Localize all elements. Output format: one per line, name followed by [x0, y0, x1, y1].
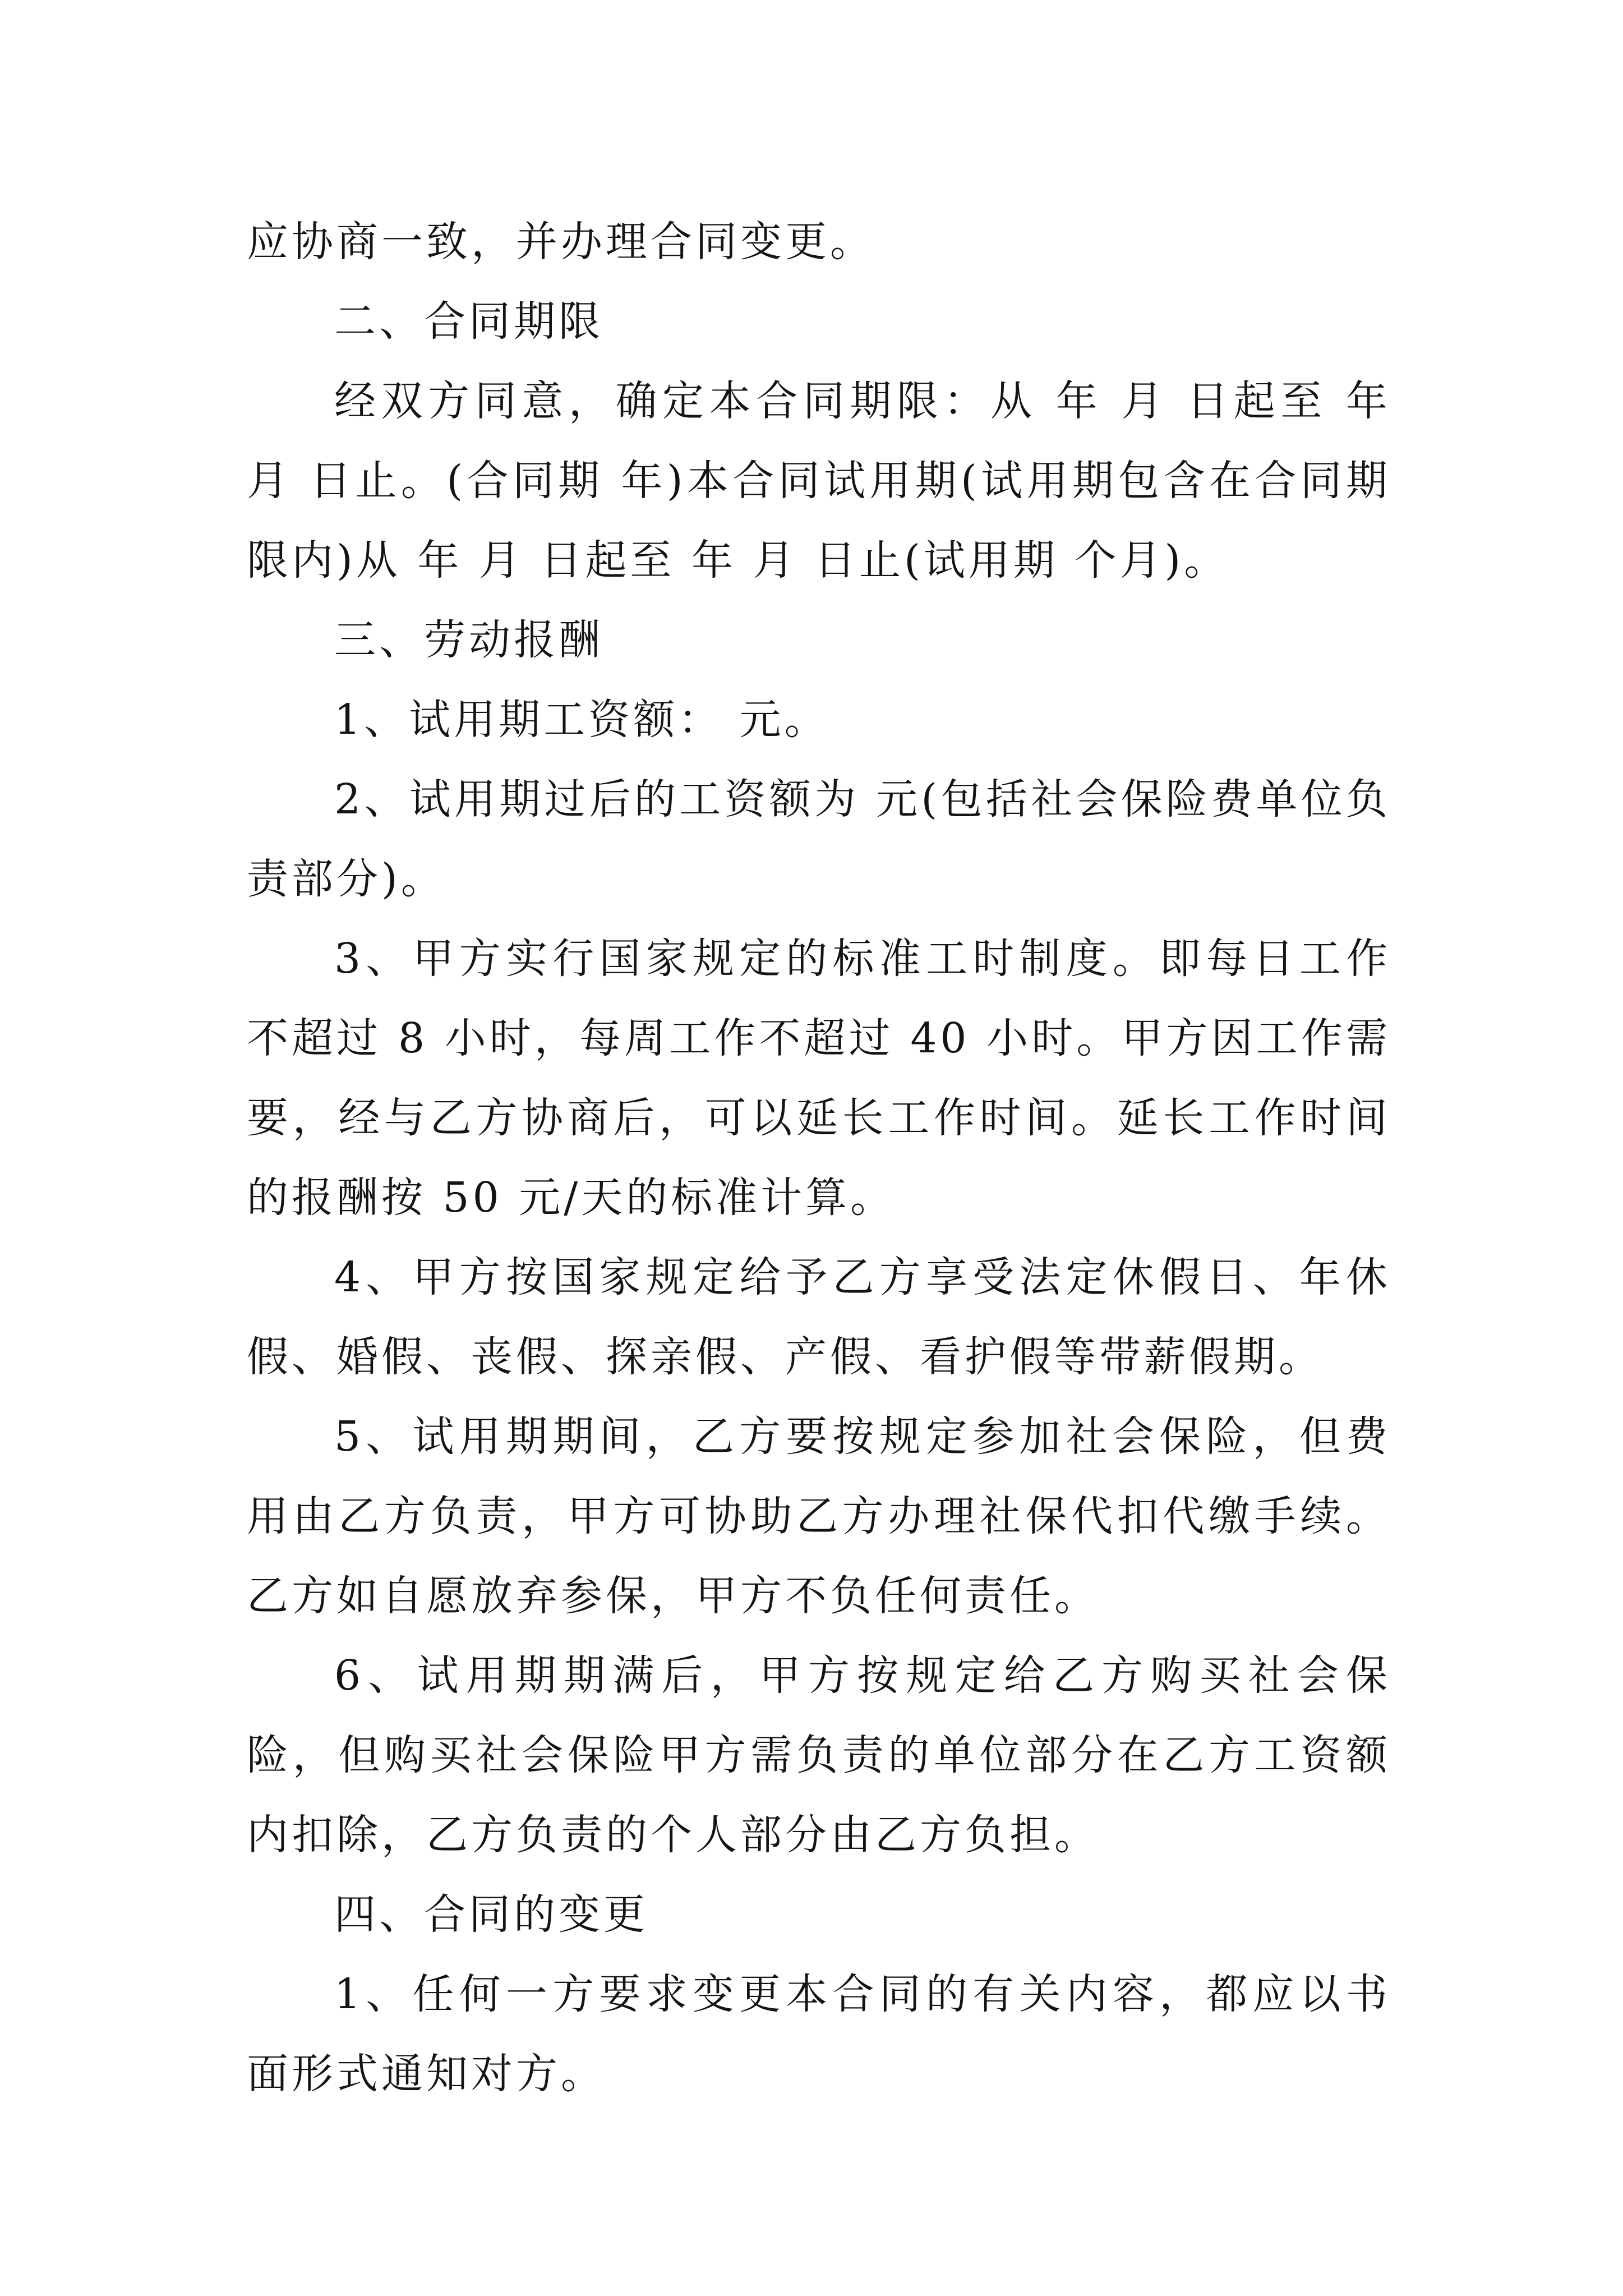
- section-heading-remuneration: 三、劳动报酬: [334, 616, 603, 664]
- paragraph-contract-term: 经双方同意，确定本合同期限：从 年 月 日起至 年 月 日止。(合同期 年)本合同试用期(试用期包含在合同期限内)从 年 月 日起至 年 月 日止(试用期 个月)。: [247, 377, 1391, 585]
- clause-post-probation-salary: 2、试用期过后的工资额为 元(包括社会保险费单位负责部分)。: [247, 775, 1391, 903]
- paragraph-continuation: 应协商一致，并办理合同变更。: [247, 218, 875, 266]
- clause-post-probation-insurance: 6、试用期期满后，甲方按规定给乙方购买社会保险，但购买社会保险甲方需负责的单位部分在乙方工资额内扣除，乙方负责的个人部分由乙方负担。: [247, 1651, 1391, 1859]
- clause-working-hours: 3、甲方实行国家规定的标准工时制度。即每日工作不超过 8 小时，每周工作不超过 40 小时。甲方因工作需要，经与乙方协商后，可以延长工作时间。延长工作时间的报酬按 50 元/天的标准计算。: [247, 935, 1391, 1222]
- document-body: [247, 202, 1391, 2114]
- clause-probation-insurance: 5、试用期期间，乙方要按规定参加社会保险，但费用由乙方负责，甲方可协助乙方办理社保代扣代缴手续。乙方如自愿放弃参保，甲方不负任何责任。: [247, 1412, 1391, 1620]
- section-heading-contract-change: 四、合同的变更: [334, 1890, 648, 1939]
- clause-change-notice: 1、任何一方要求变更本合同的有关内容，都应以书面形式通知对方。: [247, 1970, 1391, 2098]
- clause-probation-salary: 1、试用期工资额： 元。: [334, 696, 829, 744]
- section-heading-contract-term: 二、合同期限: [334, 297, 603, 346]
- clause-paid-leave: 4、甲方按国家规定给予乙方享受法定休假日、年休假、婚假、丧假、探亲假、产假、看护假等带薪假期。: [247, 1253, 1391, 1381]
